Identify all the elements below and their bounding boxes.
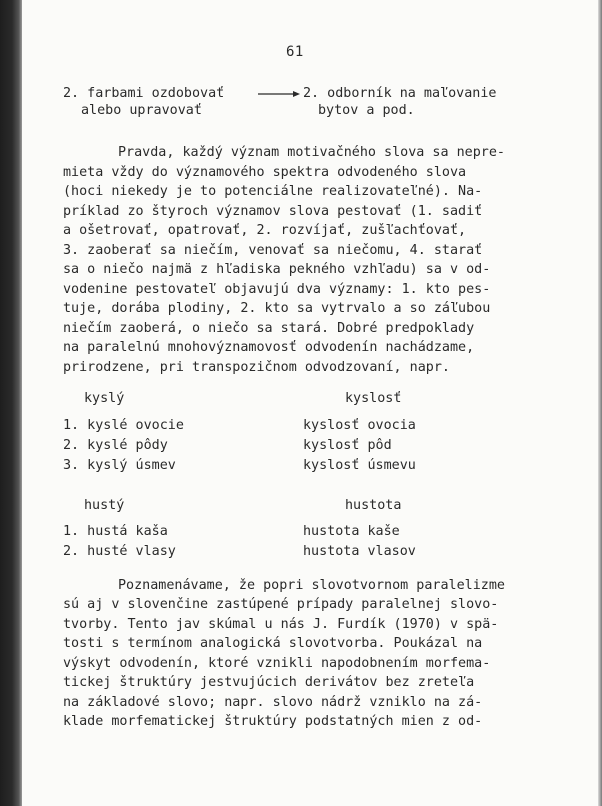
example1-row-left: 3. kyslý úsmev (63, 458, 176, 473)
example1-head-left: kyslý (84, 391, 125, 406)
binding-shadow (0, 0, 22, 806)
example1-row-right: kyslosť ovocia (303, 418, 416, 433)
paragraph2-line: výskyt odvodenín, ktoré vznikli napodobnením morfema- (63, 656, 491, 671)
top-pair-right-line2: bytov a pod. (318, 103, 415, 118)
top-pair-left-line1: 2. farbami ozdobovať (63, 86, 225, 101)
top-pair-right-line1: 2. odborník na maľovanie (303, 86, 497, 101)
paragraph2-line: klade morfematickej štruktúry podstatných mien z od- (63, 714, 483, 729)
paragraph1-line: na paralelnú mnohovýznamovosť odvodenín nachádzame, (63, 340, 475, 355)
paragraph1-line: a ošetrovať, opatrovať, 2. rozvíjať, zušľachťovať, (63, 223, 467, 238)
example2-row-left: 1. hustá kaša (63, 524, 168, 539)
paragraph2-line: sú aj v slovenčine zastúpené prípady paralelnej slovo- (63, 597, 499, 612)
paragraph1-line: niečím zaoberá, o niečo sa stará. Dobré predpoklady (63, 321, 475, 336)
arrow-icon (258, 90, 300, 98)
top-pair-left-line2: alebo upravovať (81, 103, 202, 118)
paragraph2-line: tvorby. Tento jav skúmal u nás J. Furdík (1970) v spä- (63, 617, 499, 632)
paragraph1-line: príklad zo štyroch významov slova pestovať (1. sadiť (63, 204, 483, 219)
paragraph1-line: 3. zaoberať sa niečím, venovať sa niečomu, 4. starať (63, 243, 483, 258)
page-edge-shadow (598, 0, 602, 806)
paragraph1-line: vodenine pestovateľ objavujú dva významy: 1. kto pes- (63, 282, 491, 297)
paragraph1-line: tuje, dorába plodiny, 2. kto sa vytrvalo a so záľubou (63, 301, 491, 316)
example1-row-right: kyslosť úsmevu (303, 458, 416, 473)
example2-row-right: hustota kaše (303, 524, 400, 539)
paragraph1-line: Pravda, každý význam motivačného slova sa nepre- (118, 145, 505, 160)
example1-head-right: kyslosť (345, 391, 402, 406)
paragraph2-line: tickej štruktúry jestvujúcich derivátov bez zreteľa (63, 675, 475, 690)
paragraph2-line: na základové slovo; napr. slovo nádrž vzniklo na zá- (63, 695, 483, 710)
page-number: 61 (286, 44, 304, 60)
example2-row-right: hustota vlasov (303, 544, 416, 559)
paragraph1-line: (hoci niekedy je to potenciálne realizovateľné). Na- (63, 184, 483, 199)
example2-head-left: hustý (84, 498, 125, 513)
paragraph2-line: tosti s termínom analogická slovotvorba. Poukázal na (63, 636, 483, 651)
example1-row-left: 2. kyslé pôdy (63, 438, 168, 453)
paragraph1-line: sa o niečo najmä z hľadiska pekného vzhľadu) sa v od- (63, 262, 491, 277)
paragraph2-line: Poznamenávame, že popri slovotvornom paralelizme (118, 578, 505, 593)
example1-row-right: kyslosť pôd (303, 438, 392, 453)
example2-row-left: 2. husté vlasy (63, 544, 176, 559)
paragraph1-line: prirodzene, pri transpozičnom odvodzovaní, napr. (63, 360, 450, 375)
example2-head-right: hustota (345, 498, 402, 513)
example1-row-left: 1. kyslé ovocie (63, 418, 184, 433)
paragraph1-line: mieta vždy do významového spektra odvodeného slova (63, 165, 467, 180)
